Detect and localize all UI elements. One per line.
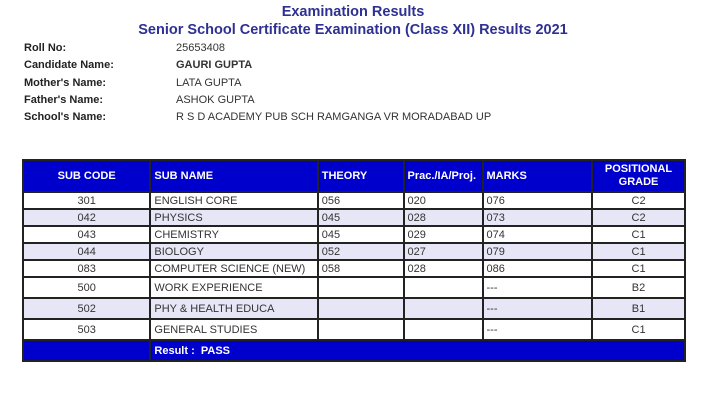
sub-code-cell: 083: [23, 260, 150, 277]
practical-cell: 020: [404, 192, 483, 209]
sub-code-cell: 502: [23, 298, 150, 319]
school-name-value: R S D ACADEMY PUB SCH RAMGANGA VR MORADABAD UP: [176, 111, 492, 124]
practical-cell: 028: [404, 260, 483, 277]
col-header-sub-name: SUB NAME: [150, 160, 317, 192]
marks-cell: 073: [483, 209, 593, 226]
page-subtitle: Senior School Certificate Examination (Class XII) Results 2021: [138, 22, 568, 38]
theory-cell: [318, 277, 404, 298]
school-name-row: [24, 109, 491, 126]
table-row: [23, 298, 685, 319]
theory-cell: 052: [318, 243, 404, 260]
practical-cell: [404, 298, 483, 319]
sub-code-cell: 500: [23, 277, 150, 298]
theory-cell: 045: [318, 226, 404, 243]
page-title: Examination Results: [281, 4, 425, 20]
roll-no-label: Roll No:: [24, 42, 67, 55]
roll-no-row: [24, 40, 491, 57]
father-name-row: [24, 92, 491, 109]
marks-cell: ---: [483, 319, 593, 340]
theory-cell: 045: [318, 209, 404, 226]
table-row: [23, 226, 685, 243]
results-header: [0, 4, 706, 39]
candidate-info: [24, 40, 491, 126]
candidate-name-row: [24, 57, 491, 74]
sub-name-cell: GENERAL STUDIES: [150, 319, 317, 340]
result-value: PASS: [200, 344, 230, 357]
marks-cell: 074: [483, 226, 593, 243]
grade-cell: C1: [592, 319, 685, 340]
grade-cell: C2: [592, 209, 685, 226]
table-row: [23, 192, 685, 209]
sub-name-cell: PHY & HEALTH EDUCA: [150, 298, 317, 319]
sub-code-cell: 043: [23, 226, 150, 243]
sub-code-cell: 044: [23, 243, 150, 260]
col-header-theory: THEORY: [318, 160, 404, 192]
sub-name-cell: COMPUTER SCIENCE (NEW): [150, 260, 317, 277]
table-row: [23, 209, 685, 226]
theory-cell: 056: [318, 192, 404, 209]
sub-code-cell: 503: [23, 319, 150, 340]
sub-name-cell: ENGLISH CORE: [150, 192, 317, 209]
mother-name-row: [24, 75, 491, 92]
candidate-name-label: Candidate Name:: [24, 59, 114, 72]
grade-cell: C1: [592, 260, 685, 277]
mother-name-label: Mother's Name:: [24, 76, 107, 89]
sub-name-cell: WORK EXPERIENCE: [150, 277, 317, 298]
marks-table: [22, 159, 686, 362]
roll-no-value: 25653408: [176, 42, 225, 55]
school-name-label: School's Name:: [24, 111, 107, 124]
grade-cell: C2: [592, 192, 685, 209]
marks-header-row: [23, 160, 685, 192]
mother-name-value: LATA GUPTA: [176, 76, 242, 89]
col-header-sub-code: SUB CODE: [23, 160, 150, 192]
father-name-label: Father's Name:: [24, 94, 104, 107]
theory-cell: 058: [318, 260, 404, 277]
result-label: Result :: [154, 344, 195, 357]
table-row: [23, 277, 685, 298]
grade-cell: B2: [592, 277, 685, 298]
sub-name-cell: CHEMISTRY: [150, 226, 317, 243]
table-row: [23, 319, 685, 340]
grade-cell: C1: [592, 243, 685, 260]
marks-cell: 076: [483, 192, 593, 209]
table-row: [23, 260, 685, 277]
col-header-practical: Prac./IA/Proj.: [404, 160, 483, 192]
theory-cell: [318, 298, 404, 319]
result-spacer: [23, 340, 150, 361]
candidate-name-value: GAURI GUPTA: [176, 59, 253, 72]
marks-cell: 086: [483, 260, 593, 277]
sub-name-cell: PHYSICS: [150, 209, 317, 226]
practical-cell: 027: [404, 243, 483, 260]
grade-cell: B1: [592, 298, 685, 319]
theory-cell: [318, 319, 404, 340]
practical-cell: [404, 319, 483, 340]
col-header-marks: MARKS: [483, 160, 593, 192]
sub-name-cell: BIOLOGY: [150, 243, 317, 260]
marks-cell: ---: [483, 298, 593, 319]
marks-cell: 079: [483, 243, 593, 260]
sub-code-cell: 042: [23, 209, 150, 226]
practical-cell: 029: [404, 226, 483, 243]
father-name-value: ASHOK GUPTA: [176, 94, 255, 107]
marks-cell: ---: [483, 277, 593, 298]
practical-cell: [404, 277, 483, 298]
col-header-positional-grade: POSITIONAL GRADE: [592, 160, 685, 192]
practical-cell: 028: [404, 209, 483, 226]
sub-code-cell: 301: [23, 192, 150, 209]
grade-cell: C1: [592, 226, 685, 243]
result-cell: [150, 340, 685, 361]
result-row: [23, 340, 685, 361]
table-row: [23, 243, 685, 260]
